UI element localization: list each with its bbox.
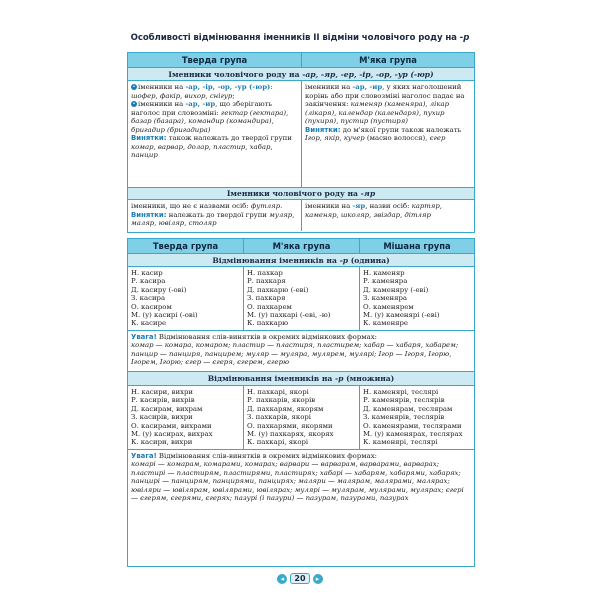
list-item: Д. касиру (-ові): [131, 285, 187, 294]
table-declension-rules: [127, 52, 475, 233]
list-item: О. каменярем: [363, 302, 414, 311]
title-ending: -р: [459, 33, 470, 43]
bullet-2-icon: •: [132, 101, 136, 108]
plural-soft-list: [243, 386, 359, 449]
table1-rules-row: [128, 81, 474, 187]
list-item: К. каменярі, теслярі: [363, 438, 438, 447]
page-title: Особливості відмінювання іменників ІІ відміни чоловічого роду на -р: [130, 33, 470, 43]
list-item: О. пахкарями, якорями: [247, 421, 333, 430]
singular-exceptions-note: Увага! Відмінювання слів-винятків в окремих відмінкових формах: комар — комара, комаром; пластир — пластиря, пластирем; хабар — хабаря, хабарем; панцир — панциря, панцирем; муляр — муляра, мулярем, мулярі; Ігор — Ігоря, Ігорю, Ігорем, Ігорю; єгер — єгеря, єгерем, єгерю: [128, 330, 474, 372]
header-soft-group-2: М'яка група: [243, 239, 359, 253]
table1-subheader-1: Іменники чоловічого роду на -ар, -яр, -ер, -ір, -ор, -ур (-юр): [128, 67, 474, 81]
plural-forms-row: [128, 386, 474, 449]
list-item: Р. пахкарів, якорів: [247, 396, 316, 405]
singular-soft-list: [243, 267, 359, 330]
list-item: Н. пахкар: [247, 269, 283, 277]
list-item: О. касиром: [131, 302, 172, 311]
hard-group-rules: • іменники на -ар, -ір, -ор, -ур (-юр): шофер, факір, вихор, снігур; • іменники на -ар, -ир, що зберігають наголос при словозміні: гектар (гектара), базар (базара), командир (командира), бригадир (бригадира) Винятки: також належать до твердої групи комар, варвар, долар, пластир, хабар, панцир: [131, 83, 292, 160]
list-item: Р. каменярів, теслярів: [363, 396, 445, 405]
list-item: М. (у) каменярах, теслярах: [363, 430, 463, 439]
soft-group-rules: іменники на -ар, -ир, у яких наголошений корінь або при словозміні наголос падає на закінчення: каменяр (каменяра), лікар (лікаря), календар (календаря), пухир (пухиря), пустир (пустиря) Винятки: до м'якої групи також належать Ігор, якір, кучер (масно волосся), єгер: [301, 81, 474, 187]
list-item: М. (у) касирі (-ові): [131, 311, 198, 320]
plural-subheader: Відмінювання іменників на -р (множина): [128, 372, 474, 386]
list-item: Р. пахкаря: [247, 277, 286, 286]
page-number: 20: [290, 573, 309, 584]
list-item: З. пахкарів, якорі: [247, 413, 311, 422]
list-item: Н. касир: [131, 269, 163, 277]
arrow-right-icon[interactable]: ▸: [313, 574, 323, 584]
list-item: К. касире: [131, 319, 167, 328]
list-item: О. пахкарем: [247, 302, 292, 311]
list-item: З. касирів, вихри: [131, 413, 193, 422]
plural-hard-list: [128, 386, 243, 449]
header-mixed-group: Мішана група: [359, 239, 474, 253]
list-item: З. пахкаря: [247, 294, 286, 303]
plural-exceptions-note: Увага! Відмінювання слів-винятків в окремих відмінкових формах: комарі — комарам, комарами, комарах; варвари — варварам, варварами, варварах; пластирі — пластирям, пластирями, пластирях; хабарі — хабарям, хабарями, хабарях; панцирі — панцирям, панцирями, панцирях; маляри — малярам, малярами, малярах; ювіляри — ювілярам, ювілярами, ювілярах; мулярі — мулярам, мулярами, мулярах; єгері — єгерям, єгерями, єгерях; пазурі (і пазури) — пазурам, пазурами, пазурах: [128, 449, 474, 537]
list-item: К. каменяре: [363, 319, 408, 328]
singular-hard-list: [128, 267, 243, 330]
list-item: Р. касира: [131, 277, 166, 286]
table1-yar-row: [128, 200, 474, 231]
table-declension-forms: [127, 238, 475, 567]
list-item: З. касира: [131, 294, 166, 303]
list-item: М. (у) каменярі (-еві): [363, 311, 440, 320]
list-item: Р. касирів, вихрів: [131, 396, 195, 405]
list-item: О. каменярами, теслярами: [363, 421, 462, 430]
arrow-left-icon[interactable]: ◂: [277, 574, 287, 584]
header-hard-group-2: Тверда група: [128, 239, 243, 253]
list-item: Д. каменярам, теслярам: [363, 404, 453, 413]
table1-header-row: [128, 53, 474, 67]
list-item: О. касирами, вихрами: [131, 421, 212, 430]
list-item: К. пахкарі, якорі: [247, 438, 309, 447]
bullet-1-icon: •: [132, 84, 136, 90]
list-item: К. касири, вихри: [131, 438, 193, 447]
soft-group-yar: іменники на -яр, назви осіб: картяр, каменяр, школяр, звіздар, дітляр: [301, 200, 474, 231]
list-item: Д. пахкарю (-еві): [247, 285, 309, 294]
list-item: К. пахкарю: [247, 319, 289, 328]
page-navigation: [0, 573, 600, 584]
list-item: Д. касирам, вихрам: [131, 404, 203, 413]
list-item: Н. каменяр: [363, 269, 405, 277]
plural-mixed-list: [359, 386, 474, 449]
singular-forms-row: [128, 267, 474, 330]
list-item: Н. пахкарі, якорі: [247, 388, 309, 396]
list-item: Н. каменярі, теслярі: [363, 388, 439, 396]
singular-mixed-list: [359, 267, 474, 330]
header-hard-group: Тверда група: [128, 53, 301, 67]
list-item: М. (у) пахкарях, якорях: [247, 430, 334, 439]
list-item: М. (у) касирах, вихрах: [131, 430, 213, 439]
singular-subheader: Відмінювання іменників на -р (однина): [128, 253, 474, 267]
list-item: З. каменярів, теслярів: [363, 413, 445, 422]
list-item: М. (у) пахкарі (-еві, -ю): [247, 311, 331, 320]
table2-header-row: [128, 239, 474, 253]
list-item: Н. касири, вихри: [131, 388, 194, 396]
list-item: Р. каменяра: [363, 277, 408, 286]
list-item: З. каменяра: [363, 294, 407, 303]
table1-subheader-2: Іменники чоловічого роду на -яр: [128, 187, 474, 200]
hard-group-yar: іменники, що не є назвами осіб: футляр. Винятки: належать до твердої групи муляр, маляр, ювіляр, столяр: [131, 202, 295, 228]
list-item: Д. каменяру (-еві): [363, 285, 429, 294]
header-soft-group: М'яка група: [301, 53, 474, 67]
list-item: Д. пахкарям, якорям: [247, 404, 324, 413]
